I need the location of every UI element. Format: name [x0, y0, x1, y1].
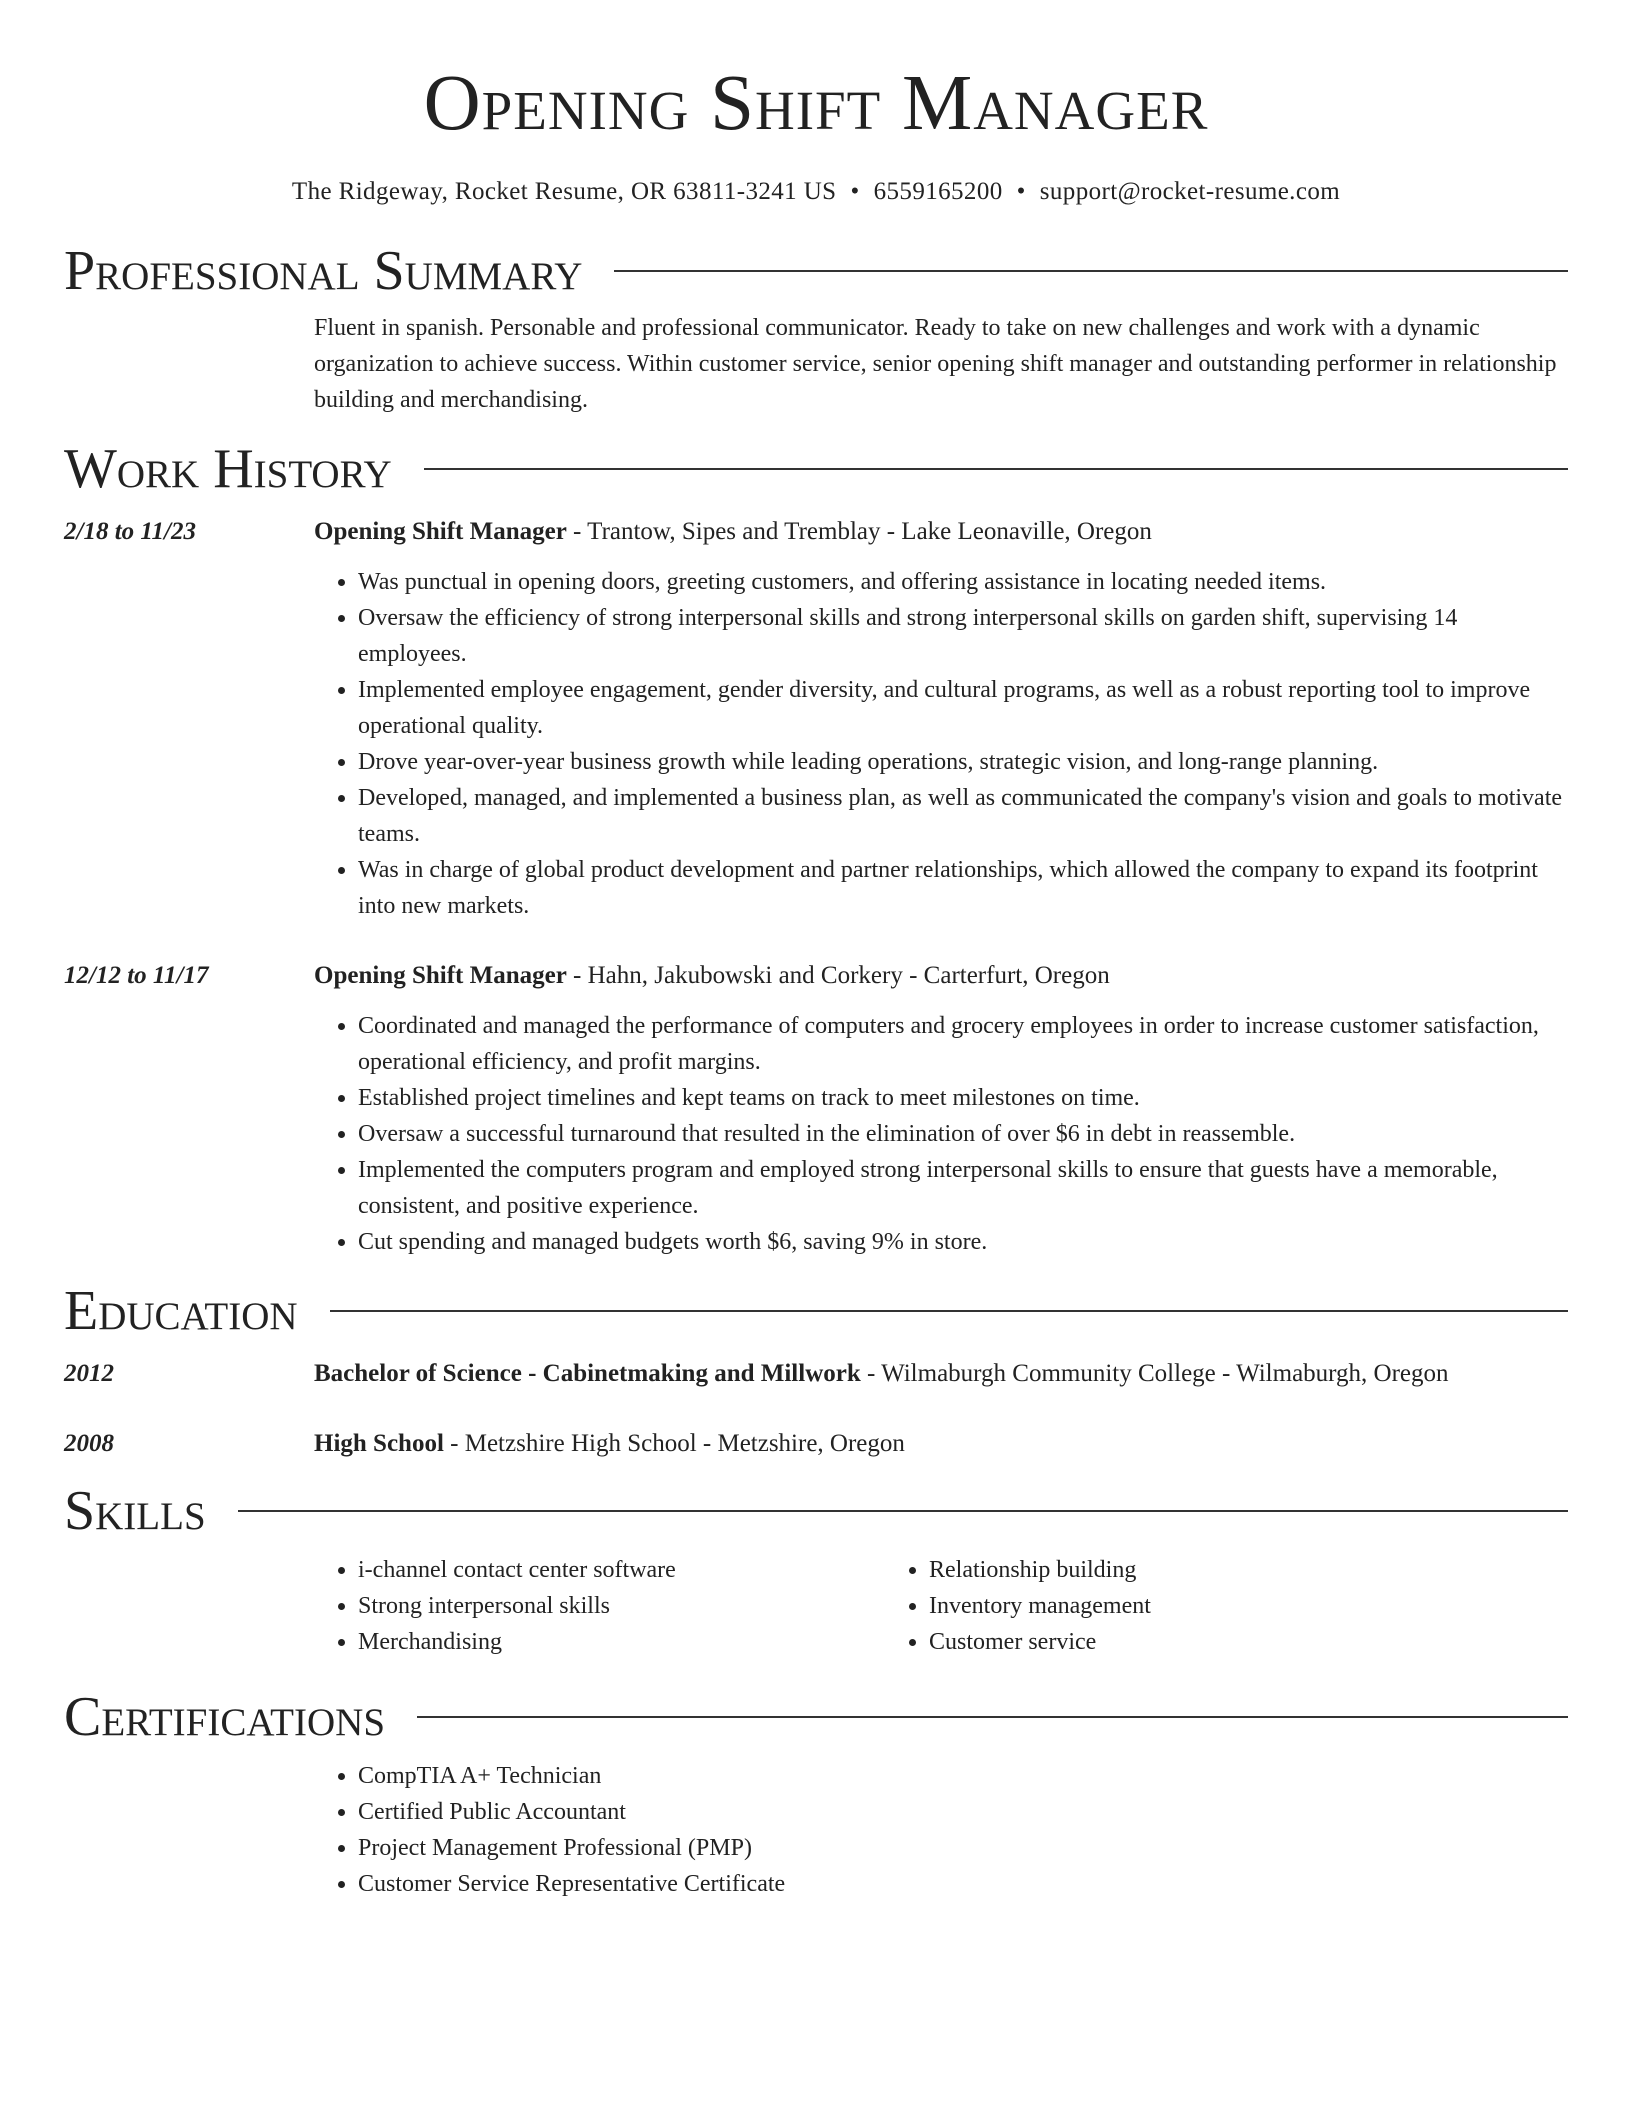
- job-details: - Trantow, Sipes and Tremblay - Lake Leonaville, Oregon: [566, 518, 1152, 545]
- contact-separator: •: [850, 178, 860, 205]
- skills-section: [64, 1478, 1568, 1660]
- list-item: • Was punctual in opening doors, greeting customers, and offering assistance in locating needed items.: [358, 564, 1568, 600]
- education-entry: [64, 1426, 1568, 1462]
- job-dates: 12/12 to 11/17: [64, 962, 209, 989]
- phone: 6559165200: [873, 178, 1003, 205]
- section-title: Education: [64, 1280, 298, 1342]
- section-header: [64, 1278, 1568, 1344]
- address: The Ridgeway, Rocket Resume, OR 63811-3241 US: [291, 178, 837, 205]
- skills-grid: [64, 1552, 1568, 1660]
- section-divider: [424, 468, 1568, 470]
- section-header: [64, 436, 1568, 502]
- job-heading: [314, 514, 1568, 550]
- list-item: • Project Management Professional (PMP): [358, 1830, 1568, 1866]
- skills-list-right: [885, 1552, 1456, 1660]
- section-title: Certifications: [64, 1686, 386, 1748]
- section-header: [64, 1478, 1568, 1544]
- section-title: Skills: [64, 1480, 206, 1542]
- certifications-list: [314, 1758, 1568, 1902]
- list-item: • Implemented employee engagement, gender diversity, and cultural programs, as well as a robust reporting tool to improve operational quality.: [358, 672, 1568, 744]
- list-item: • CompTIA A+ Technician: [358, 1758, 1568, 1794]
- job-title: Opening Shift Manager: [314, 518, 567, 545]
- list-item: • Established project timelines and kept teams on track to meet milestones on time.: [358, 1080, 1568, 1116]
- list-item: • Oversaw the efficiency of strong interpersonal skills and strong interpersonal skills on garden shift, supervising 14 employees.: [358, 600, 1568, 672]
- list-item: • i-channel contact center software: [358, 1552, 885, 1588]
- job-details: - Hahn, Jakubowski and Corkery - Carterfurt, Oregon: [566, 962, 1110, 989]
- list-item: • Inventory management: [929, 1588, 1456, 1624]
- section-divider: [614, 270, 1568, 272]
- candidate-name: Opening Shift Manager: [423, 60, 1209, 147]
- education-details: - Metzshire High School - Metzshire, Oregon: [443, 1430, 905, 1457]
- job-entry: [64, 958, 1568, 1260]
- contact-line: [64, 176, 1568, 208]
- job-bullets: [314, 1008, 1568, 1260]
- education-entry: [64, 1356, 1568, 1392]
- section-header: [64, 1684, 1568, 1750]
- certifications-section: [64, 1684, 1568, 1902]
- job-dates: 2/18 to 11/23: [64, 518, 196, 545]
- list-item: • Coordinated and managed the performance of computers and grocery employees in order to increase customer satisfaction, operational efficiency, and profit margins.: [358, 1008, 1568, 1080]
- list-item: • Developed, managed, and implemented a business plan, as well as communicated the company's vision and goals to motivate teams.: [358, 780, 1568, 852]
- education-details: - Wilmaburgh Community College - Wilmaburgh, Oregon: [860, 1360, 1449, 1387]
- list-item: • Cut spending and managed budgets worth $6, saving 9% in store.: [358, 1224, 1568, 1260]
- list-item: • Drove year-over-year business growth while leading operations, strategic vision, and long-range planning.: [358, 744, 1568, 780]
- section-header: [64, 238, 1568, 304]
- contact-separator: •: [1016, 178, 1026, 205]
- skills-list-left: [314, 1552, 885, 1660]
- education-year: 2008: [64, 1430, 114, 1457]
- section-divider: [417, 1716, 1568, 1718]
- list-item: • Merchandising: [358, 1624, 885, 1660]
- list-item: • Implemented the computers program and employed strong interpersonal skills to ensure that guests have a memorable, consistent, and positive experience.: [358, 1152, 1568, 1224]
- job-heading: [314, 958, 1568, 994]
- job-entry: [64, 514, 1568, 924]
- education-degree: Bachelor of Science - Cabinetmaking and Millwork: [314, 1360, 861, 1387]
- list-item: • Was in charge of global product development and partner relationships, which allowed the company to expand its footprint into new markets.: [358, 852, 1568, 924]
- job-title: Opening Shift Manager: [314, 962, 567, 989]
- list-item: • Customer service: [929, 1624, 1456, 1660]
- section-divider: [238, 1510, 1568, 1512]
- education-year: 2012: [64, 1360, 114, 1387]
- list-item: • Oversaw a successful turnaround that resulted in the elimination of over $6 in debt in reassemble.: [358, 1116, 1568, 1152]
- work-history-section: [64, 436, 1568, 1260]
- section-title: Professional Summary: [64, 240, 583, 302]
- summary-text: Fluent in spanish. Personable and professional communicator. Ready to take on new challenges and work with a dynamic organization to achieve success. Within customer service, senior opening shift manager and outstanding performer in relationship building and merchandising.: [314, 315, 1557, 413]
- list-item: • Certified Public Accountant: [358, 1794, 1568, 1830]
- summary-section: [64, 238, 1568, 418]
- section-title: Work History: [64, 438, 392, 500]
- list-item: • Customer Service Representative Certificate: [358, 1866, 1568, 1902]
- list-item: • Relationship building: [929, 1552, 1456, 1588]
- job-bullets: [314, 564, 1568, 924]
- education-degree: High School: [314, 1430, 444, 1457]
- section-divider: [330, 1310, 1568, 1312]
- education-section: [64, 1278, 1568, 1462]
- email: support@rocket-resume.com: [1039, 178, 1341, 205]
- list-item: • Strong interpersonal skills: [358, 1588, 885, 1624]
